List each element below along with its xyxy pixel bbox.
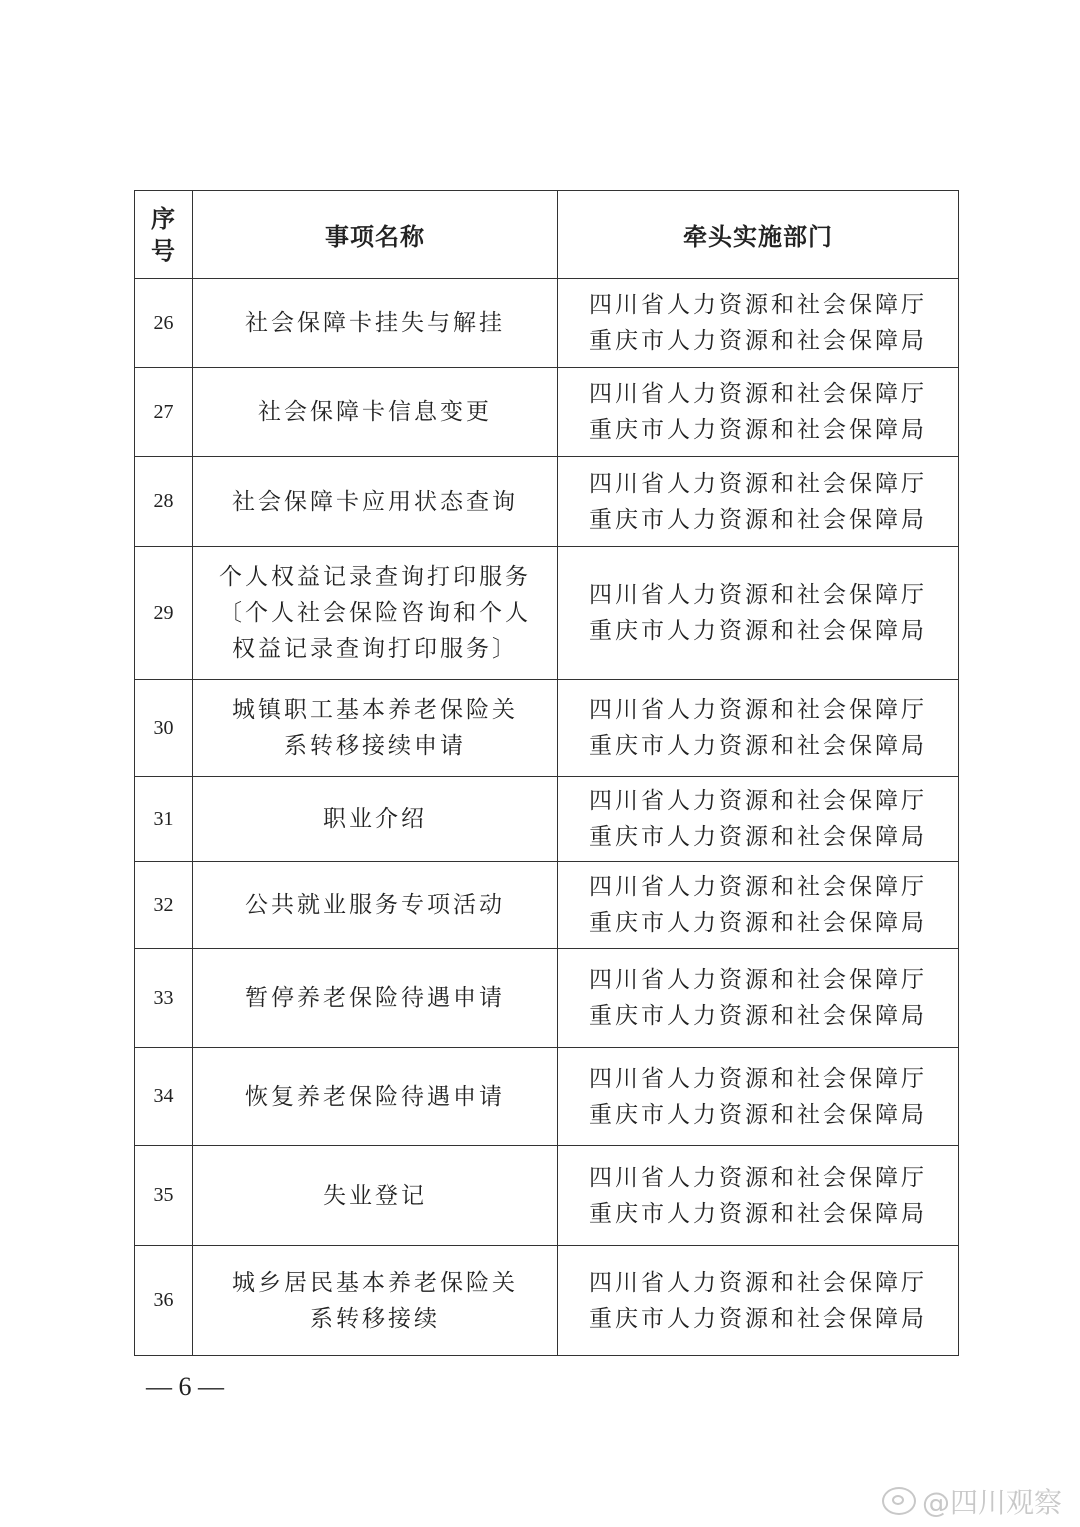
row-number: 33: [135, 949, 193, 1048]
row-number: 26: [135, 279, 193, 368]
lead-department: [558, 680, 959, 777]
page-number: — 6 —: [146, 1372, 224, 1401]
row-number: 27: [135, 368, 193, 457]
table-header-row: [135, 191, 959, 279]
item-name: 城乡居民基本养老保险关系转移接续: [193, 1246, 558, 1356]
seq-header-bottom: 号: [151, 236, 176, 265]
department-chongqing: 重庆市人力资源和社会保障局: [589, 1200, 927, 1227]
table-row: [135, 949, 959, 1048]
lead-department: [558, 279, 959, 368]
item-name: 个人权益记录查询打印服务〔个人社会保险咨询和个人权益记录查询打印服务〕: [193, 547, 558, 680]
row-number: 28: [135, 457, 193, 547]
dept-header: 牵头实施部门: [558, 191, 959, 279]
table-row: [135, 1246, 959, 1356]
seq-header: [135, 191, 193, 279]
item-name: 职业介绍: [193, 777, 558, 862]
lead-department: [558, 1146, 959, 1246]
department-chongqing: 重庆市人力资源和社会保障局: [589, 328, 927, 354]
department-sichuan: 四川省人力资源和社会保障厅: [589, 1164, 927, 1191]
lead-department: [558, 862, 959, 949]
table-row: [135, 368, 959, 457]
department-sichuan: 四川省人力资源和社会保障厅: [589, 967, 927, 993]
department-chongqing: 重庆市人力资源和社会保障局: [589, 910, 927, 936]
lead-department: [558, 777, 959, 862]
item-name: 失业登记: [193, 1146, 558, 1246]
row-number: 36: [135, 1246, 193, 1356]
items-table: [134, 190, 959, 1356]
department-sichuan: 四川省人力资源和社会保障厅: [589, 788, 927, 814]
department-sichuan: 四川省人力资源和社会保障厅: [589, 1269, 927, 1296]
lead-department: [558, 1246, 959, 1356]
table-row: [135, 457, 959, 547]
department-sichuan: 四川省人力资源和社会保障厅: [589, 697, 927, 723]
department-chongqing: 重庆市人力资源和社会保障局: [589, 1305, 927, 1332]
table-row: [135, 862, 959, 949]
item-name: 公共就业服务专项活动: [193, 862, 558, 949]
row-number: 34: [135, 1048, 193, 1146]
department-chongqing: 重庆市人力资源和社会保障局: [589, 618, 927, 644]
department-chongqing: 重庆市人力资源和社会保障局: [589, 824, 927, 850]
item-name: 暂停养老保险待遇申请: [193, 949, 558, 1048]
item-name: 社会保障卡应用状态查询: [193, 457, 558, 547]
lead-department: [558, 457, 959, 547]
department-sichuan: 四川省人力资源和社会保障厅: [589, 874, 927, 900]
row-number: 29: [135, 547, 193, 680]
department-sichuan: 四川省人力资源和社会保障厅: [589, 381, 927, 407]
table-row: [135, 279, 959, 368]
table-row: [135, 680, 959, 777]
lead-department: [558, 949, 959, 1048]
row-number: 35: [135, 1146, 193, 1246]
table-row: [135, 777, 959, 862]
department-chongqing: 重庆市人力资源和社会保障局: [589, 1101, 927, 1128]
item-name: 恢复养老保险待遇申请: [193, 1048, 558, 1146]
lead-department: [558, 368, 959, 457]
watermark: [882, 1481, 1062, 1521]
weibo-icon: [882, 1487, 916, 1515]
department-chongqing: 重庆市人力资源和社会保障局: [589, 1003, 927, 1029]
row-number: 30: [135, 680, 193, 777]
table-row: [135, 1048, 959, 1146]
department-sichuan: 四川省人力资源和社会保障厅: [589, 470, 927, 497]
department-sichuan: 四川省人力资源和社会保障厅: [589, 582, 927, 608]
department-chongqing: 重庆市人力资源和社会保障局: [589, 733, 927, 759]
department-chongqing: 重庆市人力资源和社会保障局: [589, 506, 927, 533]
item-name-header: 事项名称: [193, 191, 558, 279]
row-number: 32: [135, 862, 193, 949]
lead-department: [558, 1048, 959, 1146]
watermark-text: @四川观察: [921, 1486, 1062, 1519]
item-name: 社会保障卡挂失与解挂: [193, 279, 558, 368]
department-chongqing: 重庆市人力资源和社会保障局: [589, 417, 927, 443]
department-sichuan: 四川省人力资源和社会保障厅: [589, 292, 927, 318]
seq-header-top: 序: [151, 204, 176, 233]
item-name: 社会保障卡信息变更: [193, 368, 558, 457]
table-row: [135, 547, 959, 680]
lead-department: [558, 547, 959, 680]
department-sichuan: 四川省人力资源和社会保障厅: [589, 1065, 927, 1092]
item-name: 城镇职工基本养老保险关系转移接续申请: [193, 680, 558, 777]
row-number: 31: [135, 777, 193, 862]
table-row: [135, 1146, 959, 1246]
